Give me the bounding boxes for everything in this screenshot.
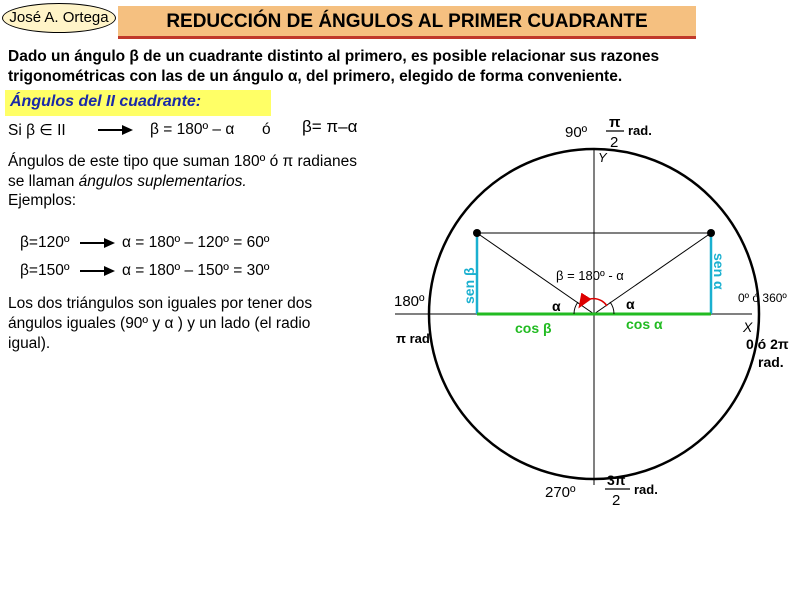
right-rad-label-1: 0 ó 2π xyxy=(746,336,789,352)
angle-arc-alpha-left xyxy=(574,302,578,314)
top-denominator: 2 xyxy=(610,134,619,151)
conclusion-line-3: igual). xyxy=(8,335,51,352)
y-axis-label: Y xyxy=(598,150,607,165)
point-beta xyxy=(473,229,481,237)
author-badge: José A. Ortega xyxy=(2,3,116,33)
right-degree-label: 0º ó 360º xyxy=(738,291,787,305)
supplementary-term: ángulos suplementarios. xyxy=(78,173,247,190)
right-rad-label-2: rad. xyxy=(758,354,784,370)
cos-beta-label: cos β xyxy=(515,320,552,336)
examples-label: Ejemplos: xyxy=(8,192,77,209)
example-1-calc: α = 180º – 120º = 60º xyxy=(122,234,270,251)
beta-equation-label: β = 180º - α xyxy=(556,268,624,283)
sen-beta-label: sen β xyxy=(461,267,477,304)
condition-or: ó xyxy=(262,121,271,138)
bottom-numerator: 3π xyxy=(607,472,626,488)
condition-si: Si β ∈ II xyxy=(8,122,66,139)
supplementary-prefix: se llaman xyxy=(8,173,79,190)
example-2-beta: β=150º xyxy=(20,262,70,279)
left-degree-label: 180º xyxy=(394,293,425,310)
top-pi-label: π xyxy=(609,114,621,131)
point-alpha xyxy=(707,229,715,237)
conclusion-line-2: ángulos iguales (90º y α ) y un lado (el radio xyxy=(8,315,311,332)
alpha-right-label: α xyxy=(626,296,635,312)
bottom-degree-label: 270º xyxy=(545,484,576,501)
supplementary-line-1: Ángulos de este tipo que suman 180º ó π radianes xyxy=(8,153,357,170)
top-degree-label: 90º xyxy=(565,124,588,141)
section-heading: Ángulos del II cuadrante: xyxy=(10,93,202,110)
sen-alpha-label: sen α xyxy=(711,253,727,290)
angle-arc-alpha-right xyxy=(610,302,614,314)
condition-formula-rad: β= π–α xyxy=(302,117,358,136)
intro-line-2: trigonométricas con las de un ángulo α, del primero, elegido de forma conveniente. xyxy=(8,68,623,85)
left-rad-label: π rad. xyxy=(396,331,434,346)
conclusion-line-1: Los dos triángulos son iguales por tener dos xyxy=(8,295,313,312)
bottom-rad-label: rad. xyxy=(634,482,658,497)
bottom-denominator: 2 xyxy=(612,492,621,509)
alpha-left-label: α xyxy=(552,298,561,314)
condition-formula: β = 180º – α xyxy=(150,121,235,138)
page-title: REDUCCIÓN DE ÁNGULOS AL PRIMER CUADRANTE xyxy=(118,6,696,39)
example-2-calc: α = 180º – 150º = 30º xyxy=(122,262,270,279)
x-axis-label: X xyxy=(743,319,753,335)
example-1-beta: β=120º xyxy=(20,234,70,251)
top-rad-label: rad. xyxy=(628,123,652,138)
cos-alpha-label: cos α xyxy=(626,316,663,332)
intro-line-1: Dado un ángulo β de un cuadrante distinto al primero, es posible relacionar sus razones xyxy=(8,48,660,65)
